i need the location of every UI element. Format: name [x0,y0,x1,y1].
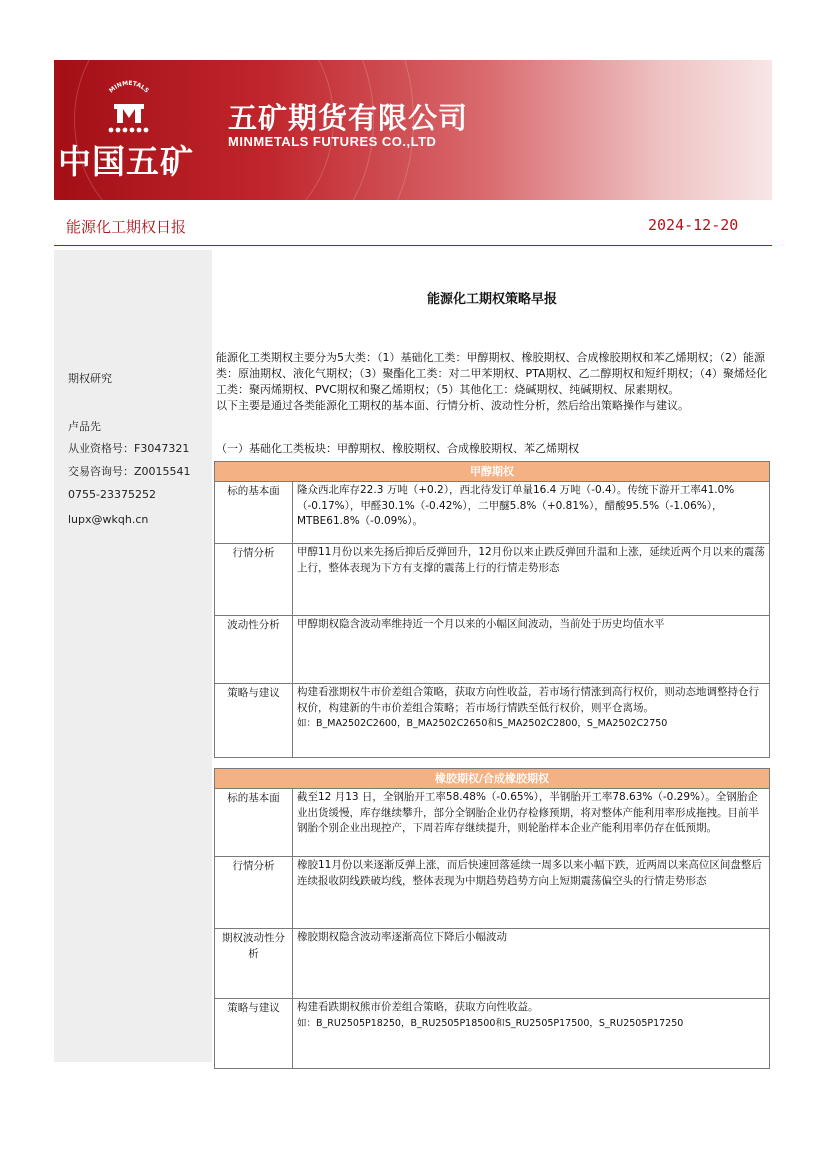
analyst-name: 卢品先 [68,420,101,433]
row-value [293,999,770,1069]
table-row [215,616,770,684]
row-value: 甲醇11月份以来先扬后抑后反弹回升，12月份以来止跌反弹回升温和上涨，延续近两个月以来的震荡上行，整体表现为下方有支撑的震荡上行的行情走势形态 [293,544,770,616]
main-title: 能源化工期权策略早报 [426,292,557,307]
table-row [215,544,770,616]
table-row [215,999,770,1069]
report-title: 能源化工期权日报 [66,218,187,236]
sidebar [54,250,212,1062]
sidebar-category: 期权研究 [68,372,112,385]
brand-cn: 中国五矿 [58,142,194,181]
consult-number: 交易咨询号：Z0015541 [68,465,191,478]
row-value: 橡胶期权隐含波动率逐渐高位下降后小幅波动 [293,929,770,999]
email-address: lupx@wkqh.cn [68,513,149,526]
intro-paragraph: 以下主要是通过各类能源化工期权的基本面、行情分析、波动性分析，然后给出策略操作与建议。 [216,399,689,412]
row-label: 行情分析 [215,544,293,616]
strategy-text: 构建看跌期权熊市价差组合策略，获取方向性收益。 [297,1001,539,1013]
company-name-cn: 五矿期货有限公司 [228,101,469,135]
logo-arc-text: MINMETALS [107,79,151,95]
row-label: 策略与建议 [215,999,293,1069]
row-label: 策略与建议 [215,684,293,758]
table-header: 橡胶期权/合成橡胶期权 [215,769,770,789]
svg-text:MINMETALS [108,80,150,95]
section-title: （一）基础化工类板块：甲醇期权、橡胶期权、合成橡胶期权、苯乙烯期权 [216,442,579,455]
header-banner [54,60,772,200]
minmetals-logo-icon [96,74,162,140]
title-divider [54,245,772,246]
row-label: 波动性分析 [215,616,293,684]
row-label: 标的基本面 [215,482,293,544]
license-number: 从业资格号：F3047321 [68,442,190,455]
rubber-option-table [214,768,770,1069]
row-value: 甲醇期权隐含波动率维持近一个月以来的小幅区间波动，当前处于历史均值水平 [293,616,770,684]
row-label: 期权波动性分析 [215,929,293,999]
table-row [215,684,770,758]
strategy-text: 构建看涨期权牛市价差组合策略，获取方向性收益，若市场行情涨到高行权价，则动态地调整持仓行权价，构建新的牛市价差组合策略；若市场行情跌至低行权价，则平仓离场。 [297,686,759,714]
row-label: 行情分析 [215,857,293,929]
report-date: 2024-12-20 [648,216,739,234]
row-value: 橡胶11月份以来逐渐反弹上涨，而后快速回落延续一周多以来小幅下跌，近两周以来高位区间盘整后连续报收阴线跌破均线，整体表现为中期趋势趋势方向上短期震荡偏空头的行情走势形态 [293,857,770,929]
intro-paragraph: 能源化工类期权主要分为5大类：（1）基础化工类：甲醇期权、橡胶期权、合成橡胶期权和苯乙烯期权；（2）能源类：原油期权、液化气期权；（3）聚酯化工类：对二甲苯期权、PTA期权、乙二醇期权和短纤期权；（4）聚烯烃化工类：聚丙烯期权、PVC期权和聚乙烯期权；（5）其他化工：烧碱期权、纯碱期权、尿素期权。 [216,351,768,396]
row-value: 隆众西北库存22.3 万吨（+0.2），西北待发订单量16.4 万吨（-0.4）。传统下游开工率41.0%（-0.17%），甲醛30.1%（-0.42%），二甲醚5.8%（+0.81%），醋酸95.5%（-1.06%），MTBE61.8%（-0.09%）。 [293,482,770,544]
table-header: 甲醇期权 [215,462,770,482]
table-row [215,929,770,999]
strategy-example: 如：B_MA2502C2600，B_MA2502C2650和S_MA2502C2800，S_MA2502C2750 [297,718,668,729]
phone-number: 0755-23375252 [68,488,156,501]
table-row [215,482,770,544]
company-name-en: MINMETALS FUTURES CO.,LTD [228,134,437,149]
row-value [293,684,770,758]
strategy-example: 如：B_RU2505P18250，B_RU2505P18500和S_RU2505P17500，S_RU2505P17250 [297,1017,684,1029]
row-value: 截至12 月13 日，全钢胎开工率58.48%（-0.65%），半钢胎开工率78.63%（-0.29%）。全钢胎企业出货缓慢，库存继续攀升，部分全钢胎企业仍存检修预期，将对整体产能利用率形成拖拽。目前半钢胎个别企业出现控产，下周若库存继续提升，则轮胎样本企业产能利用率仍存在低预期。 [293,789,770,857]
intro-text [216,350,768,414]
table-row [215,789,770,857]
table-row [215,857,770,929]
methanol-option-table [214,461,770,758]
row-label: 标的基本面 [215,789,293,857]
